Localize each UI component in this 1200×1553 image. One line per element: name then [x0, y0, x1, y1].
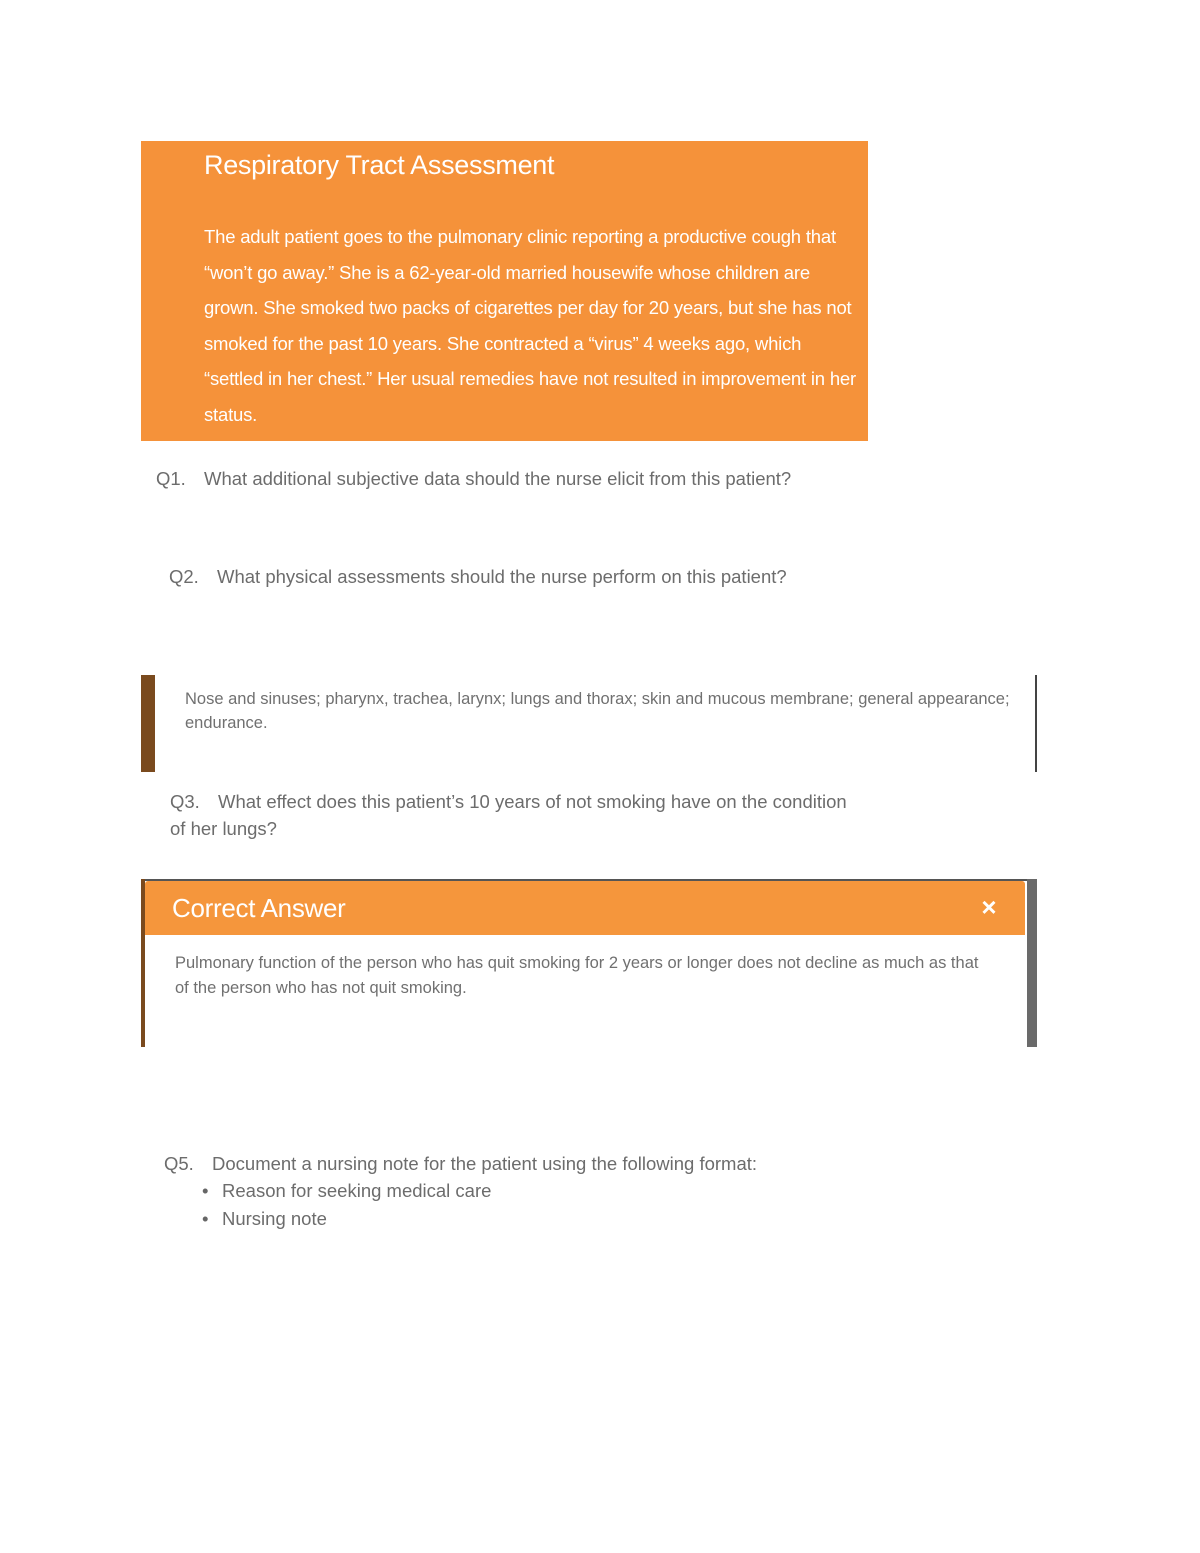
correct-answer-scrollbar[interactable] — [1027, 879, 1037, 1047]
list-item-text: Reason for seeking medical care — [222, 1180, 492, 1201]
question-1-number: Q1. — [156, 468, 186, 489]
answer-2-text: Nose and sinuses; pharynx, trachea, larynx; lungs and thorax; skin and mucous membrane; general appearance; endurance. — [185, 690, 1010, 732]
question-3 — [170, 788, 850, 842]
correct-answer-header — [145, 881, 1025, 935]
question-5-text: Document a nursing note for the patient using the following format: — [212, 1153, 758, 1174]
list-item — [202, 1205, 884, 1233]
case-banner — [141, 141, 868, 441]
case-title: Respiratory Tract Assessment — [204, 150, 555, 180]
question-3-number: Q3. — [170, 791, 200, 812]
list-item-text: Nursing note — [222, 1208, 327, 1229]
correct-answer-title: Correct Answer — [172, 893, 346, 923]
answer-2-right-border — [1035, 675, 1037, 772]
question-5-list — [164, 1177, 884, 1233]
case-description: The adult patient goes to the pulmonary clinic reporting a productive cough that “won’t go away.” She is a 62-year-old married housewife whose children are grown. She smoked two packs of cigarettes per day for 20 years, but she has not smoked for the past 10 years. She contracted a “virus” 4 weeks ago, which “settled in her chest.” Her usual remedies have not resulted in improvement in her status. — [204, 226, 856, 425]
answer-2-box — [141, 675, 1037, 772]
question-1-text: What additional subjective data should the nurse elicit from this patient? — [204, 468, 792, 489]
bullet-icon: • — [202, 1180, 209, 1201]
question-2 — [169, 563, 789, 590]
question-2-text: What physical assessments should the nurse perform on this patient? — [217, 566, 787, 587]
list-item — [202, 1177, 884, 1205]
bullet-icon: • — [202, 1208, 209, 1229]
question-2-number: Q2. — [169, 566, 199, 587]
question-5-number: Q5. — [164, 1153, 194, 1174]
question-5 — [164, 1150, 884, 1233]
correct-answer-panel — [141, 879, 1037, 1047]
close-icon[interactable]: × — [981, 892, 997, 922]
question-3-text: What effect does this patient’s 10 years of not smoking have on the condition of her lungs? — [170, 791, 847, 839]
question-1 — [156, 465, 796, 492]
answer-2-accent-bar — [141, 675, 155, 772]
correct-answer-text: Pulmonary function of the person who has quit smoking for 2 years or longer does not decline as much as that of the person who has not quit smoking. — [175, 954, 979, 997]
